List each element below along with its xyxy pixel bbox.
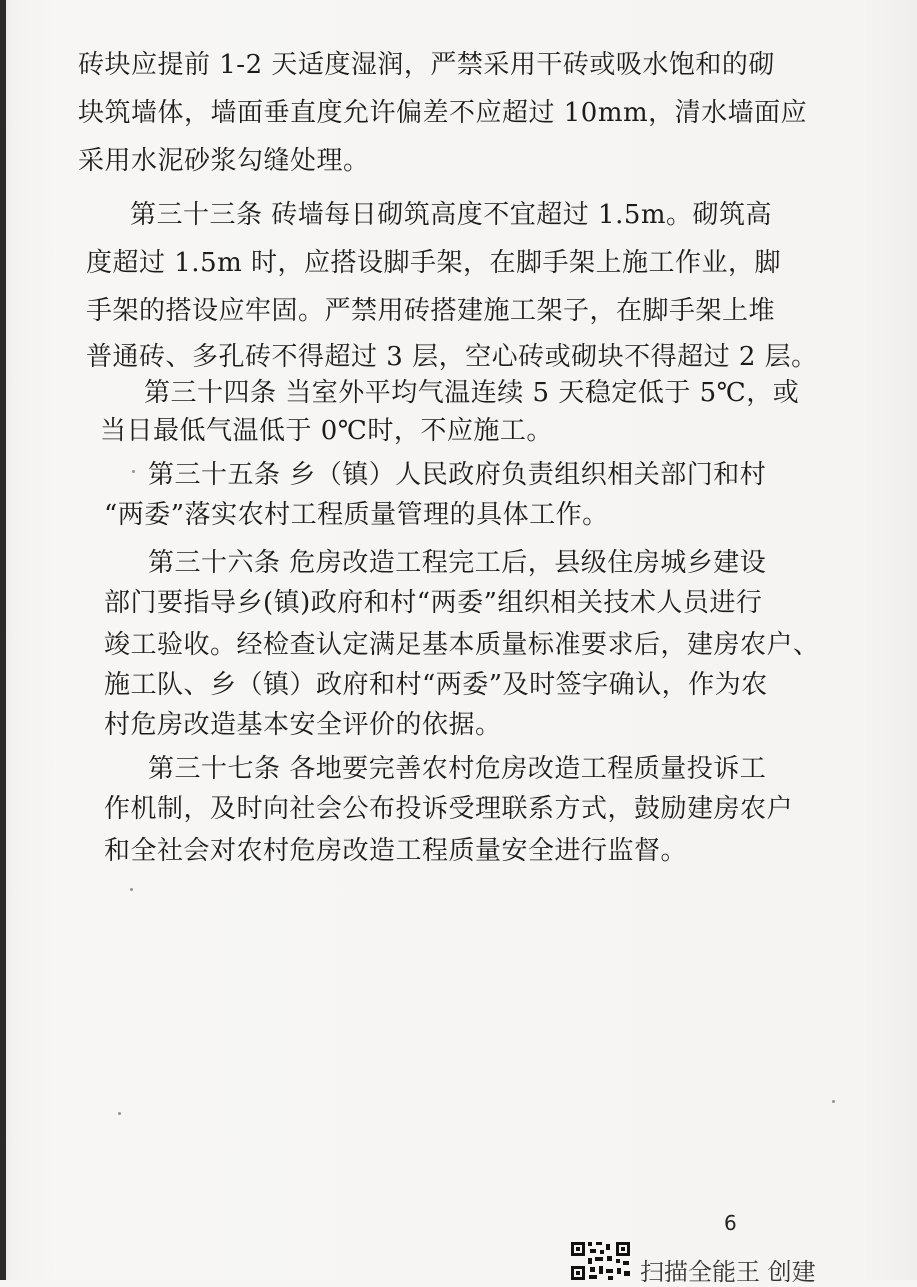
text-line: 手架的搭设应牢固。严禁用砖搭建施工架子，在脚手架上堆 xyxy=(86,296,776,326)
text-line: “两委”落实农村工程质量管理的具体工作。 xyxy=(104,500,609,530)
article-33-heading-line: 第三十三条 砖墙每日砌筑高度不宜超过 1.5m。砌筑高 xyxy=(130,200,773,230)
scanner-watermark: 扫描全能王 创建 xyxy=(640,1258,816,1286)
scan-speck xyxy=(130,888,133,891)
text-line: 和全社会对农村危房改造工程质量安全进行监督。 xyxy=(104,836,688,866)
article-35-heading-line: 第三十五条 乡（镇）人民政府负责组织相关部门和村 xyxy=(148,460,767,490)
text-line: 村危房改造基本安全评价的依据。 xyxy=(104,710,502,740)
text-line: 采用水泥砂浆勾缝处理。 xyxy=(78,146,370,176)
binding-edge xyxy=(0,0,6,1280)
scan-speck xyxy=(118,1112,121,1115)
scan-speck xyxy=(132,470,135,473)
article-34-heading-line: 第三十四条 当室外平均气温连续 5 天稳定低于 5℃，或 xyxy=(144,378,800,408)
page-number: 6 xyxy=(724,1211,737,1235)
text-line: 作机制，及时向社会公布投诉受理联系方式，鼓励建房农户 xyxy=(104,794,794,824)
text-line: 施工队、乡（镇）政府和村“两委”及时签字确认，作为农 xyxy=(104,670,768,700)
text-line: 部门要指导乡(镇)政府和村“两委”组织相关技术人员进行 xyxy=(104,588,763,618)
text-line: 块筑墙体，墙面垂直度允许偏差不应超过 10mm，清水墙面应 xyxy=(78,98,808,128)
text-line: 普通砖、多孔砖不得超过 3 层，空心砖或砌块不得超过 2 层。 xyxy=(86,342,818,372)
text-line: 度超过 1.5m 时，应搭设脚手架，在脚手架上施工作业，脚 xyxy=(86,248,782,278)
scan-speck xyxy=(832,1100,835,1103)
qr-code-icon xyxy=(570,1240,632,1280)
text-line: 当日最低气温低于 0℃时，不应施工。 xyxy=(100,416,553,446)
article-36-heading-line: 第三十六条 危房改造工程完工后，县级住房城乡建设 xyxy=(148,548,767,578)
article-37-heading-line: 第三十七条 各地要完善农村危房改造工程质量投诉工 xyxy=(148,754,767,784)
text-line: 竣工验收。经检查认定满足基本质量标准要求后，建房农户、 xyxy=(104,630,820,660)
text-line: 砖块应提前 1-2 天适度湿润，严禁采用干砖或吸水饱和的砌 xyxy=(78,50,775,80)
